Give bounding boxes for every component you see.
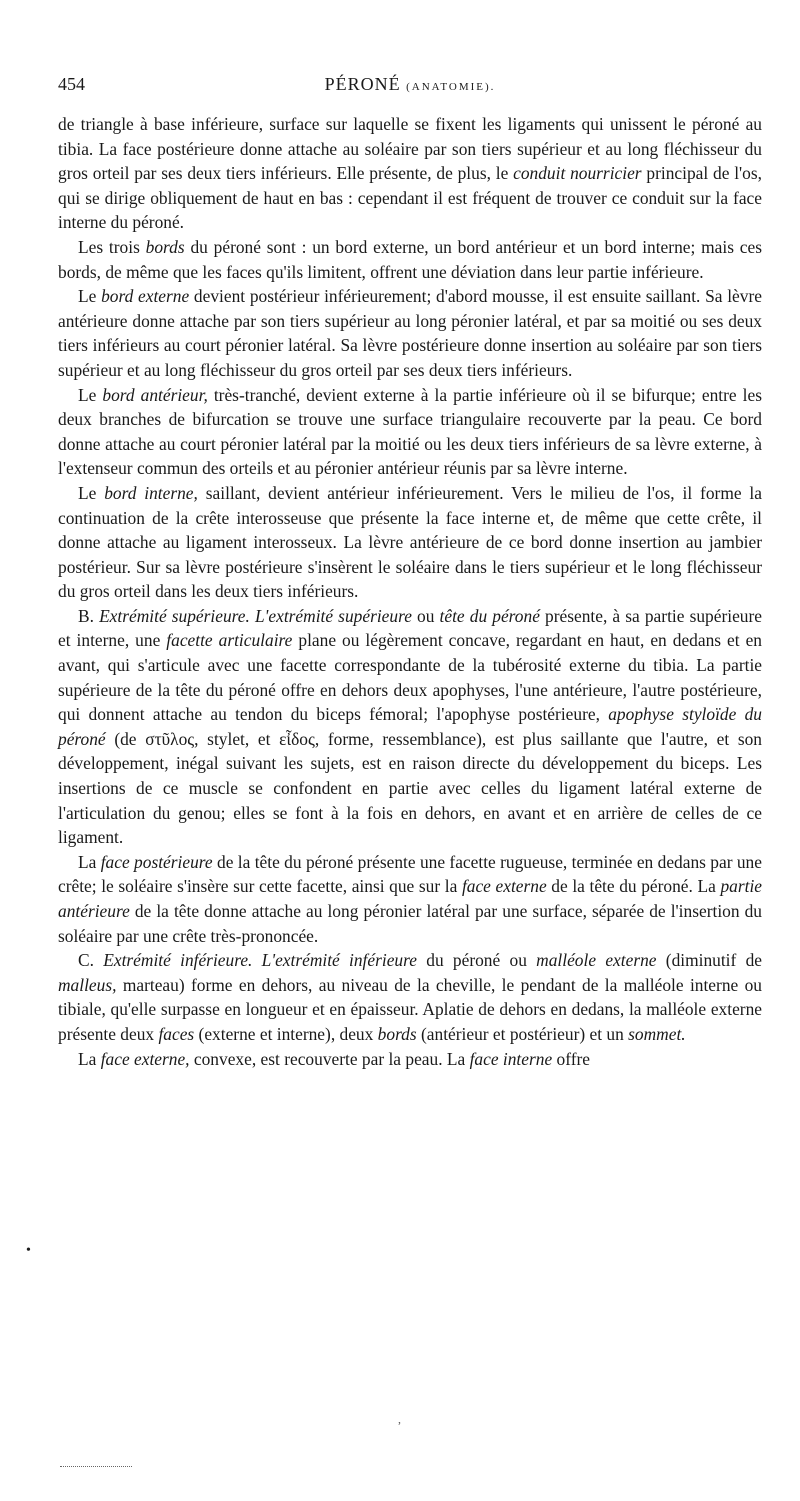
text-run: Les trois (78, 236, 146, 257)
emphasized-text: Extrémité supérieure. (99, 605, 250, 626)
text-run: Le (78, 482, 105, 503)
text-run: (externe et interne), deux (194, 1023, 378, 1044)
text-run: C. (78, 950, 104, 971)
text-run: La (78, 1048, 101, 1069)
emphasized-text: sommet. (628, 1023, 686, 1044)
emphasized-text: face postérieure (100, 851, 213, 872)
text-run: de triangle à base inférieure, surface sur laquelle se fixent les ligaments qui unissent le péroné au tibia. La face postérieure donne attache au soléaire par son tiers supérieur et au long fléchisseur du gros orteil par ses deux tiers inférieurs. Elle présente, de plus, le (58, 114, 762, 184)
emphasized-text: bords (377, 1023, 417, 1044)
paragraph (58, 284, 762, 382)
page-header (58, 74, 762, 100)
text-run: de la tête donne attache au long péronier latéral par une surface, séparée de l'insertion du soléaire par une crête très-prononcée. (58, 901, 762, 946)
emphasized-text: malléole externe (536, 950, 657, 971)
text-run (252, 950, 261, 970)
text-run: de la tête du péroné présente une facette rugueuse, terminée en dedans par une crête; le soléaire s'insère sur cette facette, ainsi que sur la (58, 851, 762, 897)
text-run: du péroné ou (416, 950, 537, 971)
emphasized-text: bord externe (101, 286, 190, 307)
footer-rule (60, 1466, 132, 1467)
body-text (58, 112, 762, 1071)
text-run: B. (78, 605, 100, 626)
emphasized-text: malleus, (58, 974, 117, 995)
emphasized-text: tête du péroné (439, 605, 540, 626)
text-run: ou (411, 605, 440, 626)
text-run: plane ou légèrement concave, regardant en haut, en dedans et en avant, qui s'articule avec une facette correspondante de la tubérosité externe du tibia. La partie supérieure de la tête du péroné offre en dehors deux apophyses, l'une antérieure, l'autre postérieure, qui donnent attache au tendon du biceps fémoral; l'apophyse postérieure, (58, 630, 763, 725)
paragraph (58, 1047, 762, 1072)
text-run: convexe, est recouverte par la peau. La (189, 1048, 470, 1069)
text-run: devient postérieur inférieurement; d'abord mousse, il est ensuite saillant. Sa lèvre antérieure donne attache par son tiers supérieur au long péronier latéral, et par sa moitié ou ses deux tiers inférieurs au court péronier latéral. Sa lèvre postérieure donne insertion au soléaire par son tiers supérieur et au long fléchisseur du gros orteil par ses deux tiers inférieurs. (58, 286, 762, 380)
emphasized-text: bord interne, (104, 482, 198, 503)
emphasized-text: apophyse styloïde du péroné (58, 704, 763, 749)
page-number: 454 (58, 74, 85, 94)
stray-mark: , (398, 1412, 401, 1426)
text-run: (de στῦλος, stylet, et εἶδος, forme, ressemblance), est plus saillante que l'autre, et son développement, inégal suivant les sujets, est en raison directe du développement du biceps. Les insertions de ce muscle se confondent en partie avec celles du ligament latéral externe de l'articulation du genou; elles se font à la fois en dehors, en avant et en arrière de celles de ce ligament. (58, 728, 762, 848)
running-title-main: PÉRONÉ (324, 74, 401, 94)
text-run: présente, à sa partie supérieure et interne, une (58, 605, 762, 651)
text-run: (diminutif de (656, 950, 762, 971)
paragraph (58, 112, 762, 235)
paragraph (58, 850, 762, 948)
text-run: du péroné sont : un bord externe, un bord antérieur et un bord interne; mais ces bords, de même que les faces qu'ils limitent, offrent une déviation dans leur partie inférieure. (58, 236, 762, 282)
text-run: marteau) forme en dehors, au niveau de la cheville, le pendant de la malléole interne ou tibiale, qu'elle surpasse en longueur et en épaisseur. Aplatie de dehors en dedans, la malléole externe présente deux (58, 974, 762, 1044)
emphasized-text: face externe, (100, 1048, 190, 1069)
running-title (58, 74, 762, 95)
emphasized-text: faces (158, 1023, 195, 1044)
emphasized-text: conduit nourricier (513, 163, 642, 184)
text-run: très-tranché, devient externe à la partie inférieure où il se bifurque; entre les deux branches de bifurcation se trouve une surface triangulaire recouverte par la peau. Ce bord donne attache au court péronier latéral par la moitié ou les deux tiers inférieurs de sa lèvre externe, à l'extenseur commun des orteils et au péronier antérieur réunis par sa lèvre interne. (58, 384, 762, 479)
text-run: Le (78, 286, 102, 307)
emphasized-text: facette articulaire (166, 630, 293, 651)
emphasized-text: face interne (469, 1048, 553, 1069)
emphasized-text: face externe (461, 876, 547, 897)
emphasized-text: bords (145, 236, 185, 257)
text-run: offre (552, 1048, 590, 1069)
paragraph (58, 481, 762, 604)
margin-mark: • (26, 1243, 31, 1258)
running-title-sub: (ANATOMIE). (406, 81, 496, 93)
emphasized-text: partie antérieure (58, 876, 762, 921)
paragraph (58, 235, 762, 284)
text-run: principal de l'os, qui se dirige obliquement de haut en bas : cependant il est fréquent de trouver ce conduit sur la face interne du péroné. (58, 163, 762, 233)
emphasized-text: Extrémité inférieure. (103, 950, 253, 971)
text-run: saillant, devient antérieur inférieurement. Vers le milieu de l'os, il forme la continuation de la crête interosseuse que présente la face interne et, de même que cette crête, il donne attache au ligament interosseux. La lèvre antérieure de ce bord donne insertion au jambier postérieur. Sur sa lèvre postérieure s'insèrent le soléaire dans le tiers supérieur et le long fléchisseur du gros orteil dans les deux tiers inférieurs. (58, 482, 762, 602)
text-run: (antérieur et postérieur) et un (416, 1023, 629, 1044)
paragraph (58, 948, 762, 1046)
text-run: de la tête du péroné. La (546, 876, 721, 897)
emphasized-text: L'extrémité supérieure (254, 605, 412, 626)
emphasized-text: bord antérieur, (102, 384, 208, 405)
text-run: La (78, 851, 101, 872)
emphasized-text: L'extrémité inférieure (261, 950, 417, 971)
paragraph (58, 604, 762, 850)
text-run: Le (78, 384, 103, 405)
paragraph (58, 383, 762, 481)
